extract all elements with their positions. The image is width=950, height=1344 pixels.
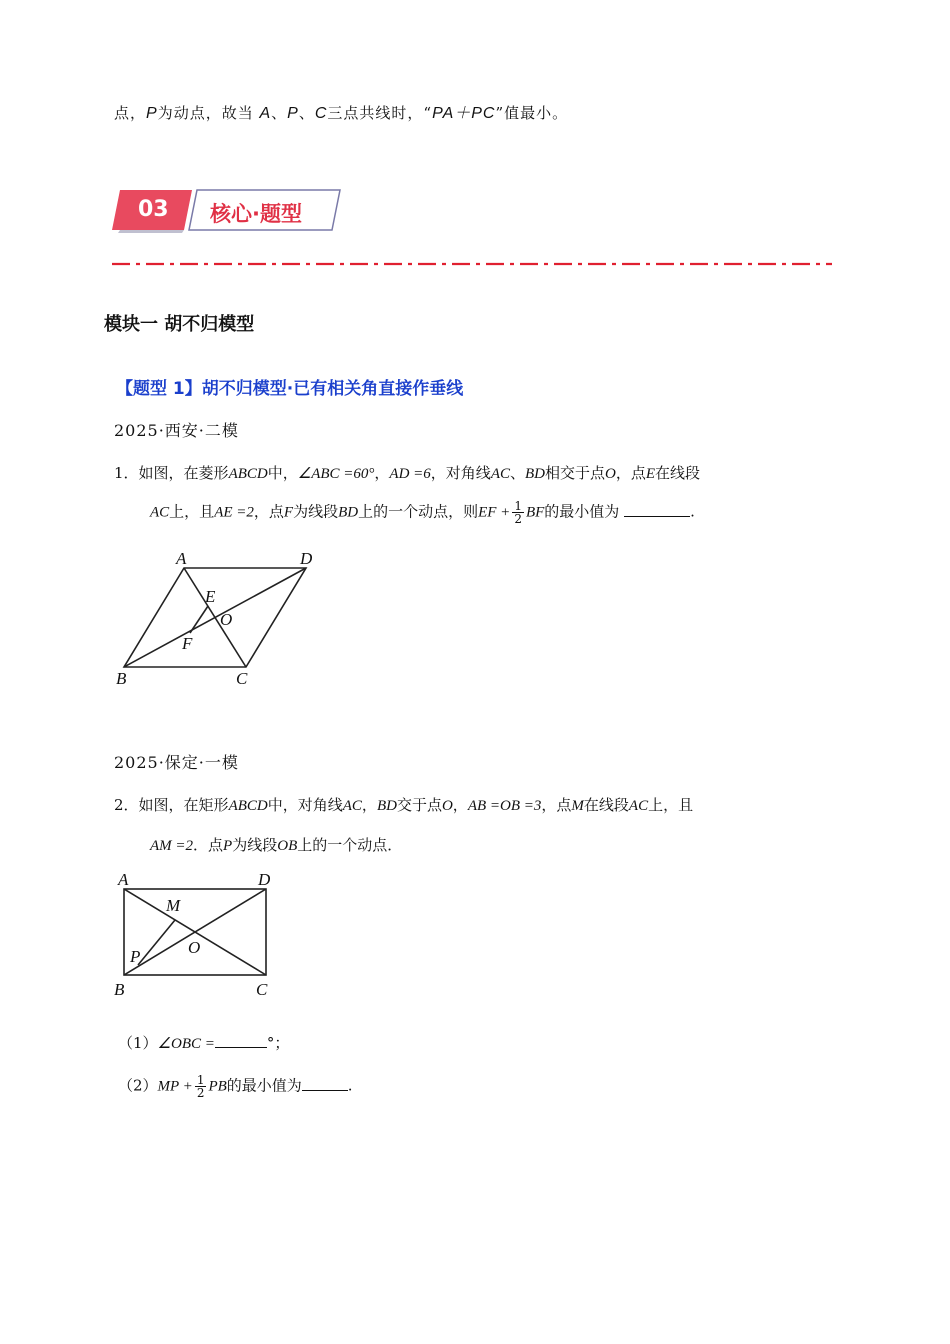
q1-label-o: O [220,610,233,629]
q2-sub2-label: （2） [118,1076,158,1095]
q2-var: OB [277,838,298,854]
q1-line2 [150,500,695,525]
q1-label-b: B [116,669,127,688]
intro-text: 为动点，故当 [157,104,260,122]
intro-var-p: P [146,105,158,122]
q2-var: ABCD [228,798,268,814]
q2-text: 上，且 [648,796,694,814]
q2-var: O [441,798,453,814]
q1-ef: EF + [478,504,511,521]
q1-text: 如图，在菱形 [138,464,229,482]
q1-text: 在线段 [655,464,701,482]
q2-source: 2025·保定·一模 [114,753,239,772]
q1-text: 相交于点 [545,464,606,482]
q1-text: ，点 [253,502,284,521]
q2-sub2-text: 的最小值为 [226,1076,302,1095]
q2-var: BD [376,798,397,814]
q2-text: ， [452,796,468,814]
module-title: 模块一 胡不归模型 [104,314,255,335]
q1-rhombus-figure [110,545,330,693]
q2-text: 上的一个动点． [297,836,403,854]
q1-label-d: D [300,549,313,568]
q2-frac-num: 1 [196,1073,205,1087]
q1-fraction [512,500,524,525]
q1-var: BD [338,504,359,521]
q1-var: E [645,466,656,482]
q2-line1 [114,794,693,815]
q1-text: ，点 [615,464,646,482]
q1-answer-blank[interactable] [624,502,690,517]
q1-frac-den: 2 [514,512,522,526]
q1-number: 1． [114,464,139,482]
q1-text: 上，且 [169,502,215,521]
q2-sub1 [118,1032,289,1053]
intro-var-p: P [287,105,299,122]
q1-text: . [690,502,695,521]
q1-label-e: E [205,587,216,606]
q2-label-d: D [258,870,271,889]
q2-sub2-answer-blank[interactable] [302,1076,348,1091]
q2-frac-den: 2 [196,1086,205,1100]
q2-text: ．点 [193,836,224,854]
q1-label-f: F [182,634,193,653]
q1-line1 [114,462,700,483]
intro-text: ”值最小。 [495,104,569,122]
q2-sub2-fraction [195,1074,207,1099]
q1-var: F [283,504,294,521]
q1-angle: ∠ABC =60° [297,466,375,482]
q2-var: AC [628,798,649,814]
q1-text: 中， [267,464,298,482]
q1-ad: AD =6 [389,466,431,482]
q2-rectangle-figure [110,865,290,1003]
q2-line2 [150,834,402,855]
q2-label-b: B [114,980,125,999]
q2-sub2 [118,1074,353,1099]
q1-text: 的最小值为 [544,502,620,521]
q2-label-a: A [118,870,129,889]
intro-line [114,100,568,123]
section-divider [112,260,834,268]
intro-var-c: C [314,105,328,122]
intro-text: 三点共线时，“ [327,104,433,122]
q2-sub2-text: . [347,1076,353,1095]
q2-label-p: P [130,947,141,966]
q2-sub1-unit: °； [266,1034,290,1052]
q2-label-m: M [166,896,181,915]
section-number: 03 [138,197,169,222]
q1-frac-num: 1 [514,499,522,513]
q1-text: ，对角线 [430,464,491,482]
q1-label-a: A [176,549,187,568]
q2-text: 交于点 [396,796,442,814]
q1-var: BD [525,466,545,482]
q2-text: 为线段 [232,836,278,854]
q2-text: 中，对角线 [267,796,343,814]
q1-source: 2025·西安·二模 [114,421,239,440]
q1-var: BF [525,504,545,521]
intro-var-a: A [259,105,272,122]
q1-var: O [605,466,616,482]
intro-text: 、 [271,104,288,122]
q2-sub2-mp: MP + [157,1078,193,1095]
q2-label-c: C [256,980,268,999]
q1-var: ABCD [228,466,268,482]
q1-text: 、 [509,464,525,482]
q2-var: M [571,798,584,814]
q2-var: AC [342,798,362,814]
q2-sub2-pb: PB [208,1078,227,1095]
q2-number: 2． [114,796,139,814]
q2-sub1-answer-blank[interactable] [215,1033,267,1048]
q2-text: ， [361,796,377,814]
q1-text: 上的一个动点，则 [358,502,479,521]
intro-text: 点， [114,104,147,122]
q2-text: 在线段 [583,796,629,814]
q1-text: ， [374,464,390,482]
q2-label-o: O [188,938,201,957]
q1-var: AC [490,466,510,482]
q2-text: ，点 [541,796,572,814]
intro-expression: PA＋PC [432,105,496,122]
section-title: 核心·题型 [210,202,302,226]
q2-equation: AB =OB =3 [467,798,542,814]
q2-am: AM =2 [150,838,194,854]
q2-var: P [223,838,233,854]
q1-ae: AE =2 [214,504,254,521]
question-type-heading: 【题型 1】胡不归模型·已有相关角直接作垂线 [116,379,464,399]
q2-sub1-expr: ∠OBC = [157,1036,215,1052]
q1-var: AC [150,504,170,521]
intro-text: 、 [298,104,315,122]
q1-text: 为线段 [293,502,339,521]
q2-text: 如图，在矩形 [138,796,229,814]
q1-label-c: C [236,669,248,688]
q2-sub1-label: （1） [118,1034,158,1052]
